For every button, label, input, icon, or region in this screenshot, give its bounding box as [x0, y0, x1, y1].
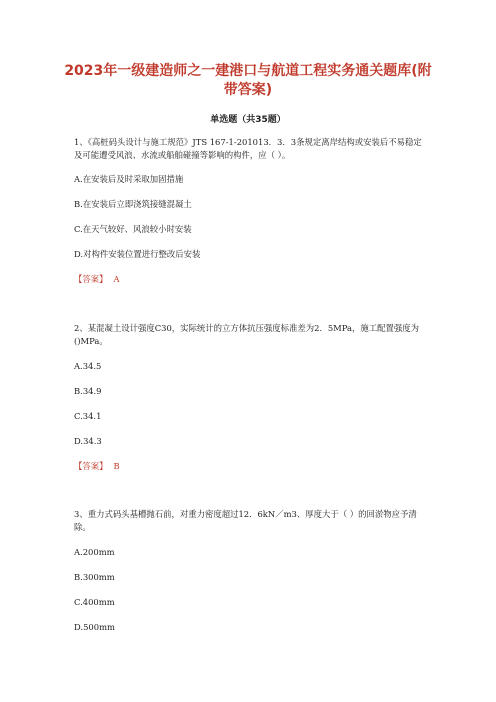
answer-value: B — [113, 461, 120, 471]
question-1-option-c: C.在天气较好、风浪较小时安装 — [74, 224, 192, 234]
question-2-option-b: B.34.9 — [74, 386, 102, 396]
document-title: 2023年一级建造师之一建港口与航道工程实务通关题库(附带答案) — [64, 63, 432, 98]
section-heading: 单选题（共35题） — [210, 115, 286, 125]
answer-label: 【答案】 — [74, 274, 108, 284]
question-3-option-b: B.300mm — [74, 572, 115, 582]
question-2-option-a: A.34.5 — [74, 361, 102, 371]
question-2-stem: 2、某混凝土设计强度C30，实际统计的立方体抗压强度标准差为2．5MPa，施工配置强度为()MPa。 — [74, 323, 419, 346]
question-2-option-d: D.34.3 — [74, 436, 102, 446]
question-1-answer — [74, 274, 120, 285]
question-3-option-c: C.400mm — [74, 597, 115, 607]
question-3-stem: 3、重力式码头基槽抛石前，对重力密度超过12．6kN／m3、厚度大于（ ）的回淤物应予清除。 — [74, 509, 417, 532]
answer-value: A — [113, 274, 120, 284]
question-1-stem: 1、《高桩码头设计与施工规范》JTS 167-1-201013．3．3条规定离岸结构或安装后不易稳定及可能遭受风浪、水流或船舶碰撞等影响的构件，应（ ）。 — [74, 137, 422, 160]
question-3-option-a: A.200mm — [74, 547, 115, 557]
answer-label: 【答案】 — [74, 461, 108, 471]
question-2-option-c: C.34.1 — [74, 411, 102, 421]
question-1-option-b: B.在安装后立即浇筑接缝混凝土 — [74, 199, 192, 209]
question-1-option-a: A.在安装后及时采取加固措施 — [74, 174, 184, 184]
question-3-option-d: D.500mm — [74, 622, 115, 632]
question-2-answer — [74, 461, 120, 472]
question-1-option-d: D.对构件安装位置进行整改后安装 — [74, 249, 201, 259]
